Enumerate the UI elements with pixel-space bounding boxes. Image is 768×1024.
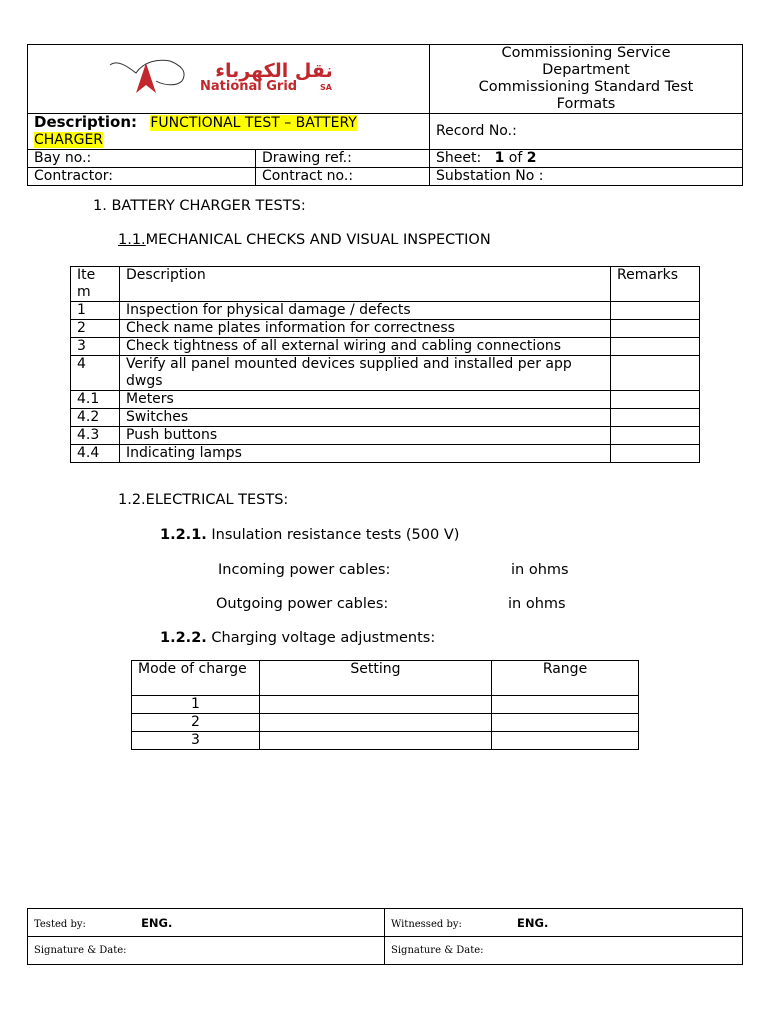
outgoing-unit: in ohms bbox=[508, 596, 566, 612]
substation-no-cell bbox=[430, 168, 743, 186]
national-grid-logo bbox=[108, 57, 358, 107]
header-table bbox=[27, 44, 743, 186]
table-header-row bbox=[132, 661, 639, 696]
red-arrow-icon bbox=[136, 63, 156, 93]
section-1-2-2-title: Charging voltage adjustments: bbox=[211, 630, 436, 646]
tested-by-cell bbox=[28, 909, 385, 937]
remarks-cell[interactable] bbox=[611, 302, 700, 320]
remarks-cell[interactable] bbox=[611, 338, 700, 356]
table-row bbox=[132, 696, 639, 714]
department-line: Commissioning Standard Test bbox=[478, 79, 694, 95]
record-no-label: Record No.: bbox=[436, 123, 517, 139]
signature-date-right: Signature & Date: bbox=[385, 937, 743, 965]
department-cell bbox=[430, 45, 743, 114]
table-row bbox=[132, 714, 639, 732]
header-range: Range bbox=[492, 661, 639, 696]
setting-cell[interactable] bbox=[260, 696, 492, 714]
range-cell[interactable] bbox=[492, 696, 639, 714]
bay-no-label: Bay no.: bbox=[34, 150, 92, 166]
witnessed-by-label: Witnessed by: bbox=[391, 918, 462, 930]
sheet-total: 2 bbox=[526, 150, 537, 166]
remarks-cell[interactable] bbox=[611, 409, 700, 427]
tested-by-label: Tested by: bbox=[34, 918, 86, 930]
contract-no-label: Contract no.: bbox=[262, 168, 354, 184]
table-row bbox=[71, 320, 700, 338]
signature-footer-table bbox=[27, 908, 743, 965]
outgoing-label: Outgoing power cables: bbox=[216, 596, 389, 612]
logo-arabic: نقل الكهرباء bbox=[215, 60, 333, 82]
sheet-of: of bbox=[508, 150, 523, 166]
range-cell[interactable] bbox=[492, 732, 639, 750]
description-cell: Meters bbox=[120, 391, 611, 409]
header-item: Ite m bbox=[71, 267, 120, 302]
item-cell: 4.1 bbox=[71, 391, 120, 409]
logo-suffix: SA bbox=[320, 83, 332, 92]
description-value-2: CHARGER bbox=[34, 132, 104, 148]
header-mode: Mode of charge bbox=[132, 661, 260, 696]
substation-no-label: Substation No : bbox=[436, 168, 544, 184]
incoming-unit: in ohms bbox=[511, 562, 569, 578]
table-row bbox=[71, 302, 700, 320]
mode-cell: 2 bbox=[132, 714, 260, 732]
drawing-ref-label: Drawing ref.: bbox=[262, 150, 352, 166]
description-cell: Verify all panel mounted devices supplied and installed per app dwgs bbox=[120, 356, 611, 391]
department-line: Formats bbox=[556, 96, 616, 112]
section-1-1-heading bbox=[118, 232, 491, 248]
item-cell: 3 bbox=[71, 338, 120, 356]
remarks-cell[interactable] bbox=[611, 391, 700, 409]
section-1-2-1-number: 1.2.1. bbox=[160, 527, 207, 543]
description-label: Description: bbox=[34, 113, 138, 131]
department-line: Commissioning Service bbox=[501, 45, 671, 61]
sheet-label: Sheet: bbox=[436, 150, 482, 166]
description-cell: Inspection for physical damage / defects bbox=[120, 302, 611, 320]
contractor-cell bbox=[28, 168, 256, 186]
item-cell: 2 bbox=[71, 320, 120, 338]
section-1-2-title: 1.2.ELECTRICAL TESTS: bbox=[118, 492, 289, 508]
item-cell: 4.3 bbox=[71, 427, 120, 445]
bay-no-cell bbox=[28, 150, 256, 168]
section-1-2-1-heading bbox=[160, 527, 459, 543]
header-description: Description bbox=[120, 267, 611, 302]
department-line: Department bbox=[542, 62, 630, 78]
section-1-2-2-number: 1.2.2. bbox=[160, 630, 207, 646]
table-row bbox=[71, 445, 700, 463]
setting-cell[interactable] bbox=[260, 714, 492, 732]
range-cell[interactable] bbox=[492, 714, 639, 732]
table-header-row bbox=[71, 267, 700, 302]
remarks-cell[interactable] bbox=[611, 445, 700, 463]
description-cell: Indicating lamps bbox=[120, 445, 611, 463]
logo-english: National Grid bbox=[200, 79, 298, 94]
contract-no-cell bbox=[256, 168, 430, 186]
item-cell: 4.4 bbox=[71, 445, 120, 463]
header-remarks: Remarks bbox=[611, 267, 700, 302]
drawing-ref-cell bbox=[256, 150, 430, 168]
item-cell: 4 bbox=[71, 356, 120, 391]
sheet-current: 1 bbox=[494, 150, 505, 166]
section-1-1-title: MECHANICAL CHECKS AND VISUAL INSPECTION bbox=[145, 232, 491, 248]
record-no-cell bbox=[430, 114, 743, 150]
table-row bbox=[71, 391, 700, 409]
section-1-2-2-heading bbox=[160, 630, 435, 646]
section-1-2-1-title: Insulation resistance tests (500 V) bbox=[211, 527, 460, 543]
description-cell: Push buttons bbox=[120, 427, 611, 445]
table-row bbox=[71, 356, 700, 391]
contractor-label: Contractor: bbox=[34, 168, 114, 184]
incoming-label: Incoming power cables: bbox=[218, 562, 391, 578]
item-cell: 1 bbox=[71, 302, 120, 320]
section-1-number: 1. bbox=[93, 198, 107, 214]
section-1-2-heading bbox=[118, 492, 288, 508]
signature-date-left: Signature & Date: bbox=[28, 937, 385, 965]
table-row bbox=[71, 409, 700, 427]
section-1-title: BATTERY CHARGER TESTS: bbox=[111, 198, 306, 214]
remarks-cell[interactable] bbox=[611, 320, 700, 338]
description-cell: Switches bbox=[120, 409, 611, 427]
section-1-heading bbox=[93, 198, 306, 214]
mode-cell: 1 bbox=[132, 696, 260, 714]
description-cell: Check tightness of all external wiring and cabling connections bbox=[120, 338, 611, 356]
description-cell bbox=[28, 114, 430, 150]
setting-cell[interactable] bbox=[260, 732, 492, 750]
item-cell: 4.2 bbox=[71, 409, 120, 427]
table-row bbox=[71, 427, 700, 445]
mechanical-checks-table bbox=[70, 266, 700, 463]
tested-eng: ENG. bbox=[141, 915, 173, 930]
table-row bbox=[132, 732, 639, 750]
mode-cell: 3 bbox=[132, 732, 260, 750]
section-1-1-number: 1.1. bbox=[118, 232, 146, 248]
description-value: FUNCTIONAL TEST – BATTERY bbox=[150, 115, 357, 131]
description-cell: Check name plates information for correctness bbox=[120, 320, 611, 338]
logo-cell bbox=[28, 45, 430, 114]
witnessed-by-cell bbox=[385, 909, 743, 937]
witnessed-eng: ENG. bbox=[517, 915, 549, 930]
table-row bbox=[71, 338, 700, 356]
sheet-cell bbox=[430, 150, 743, 168]
charging-voltage-table bbox=[131, 660, 639, 750]
header-setting: Setting bbox=[260, 661, 492, 696]
remarks-cell[interactable] bbox=[611, 356, 700, 391]
remarks-cell[interactable] bbox=[611, 427, 700, 445]
